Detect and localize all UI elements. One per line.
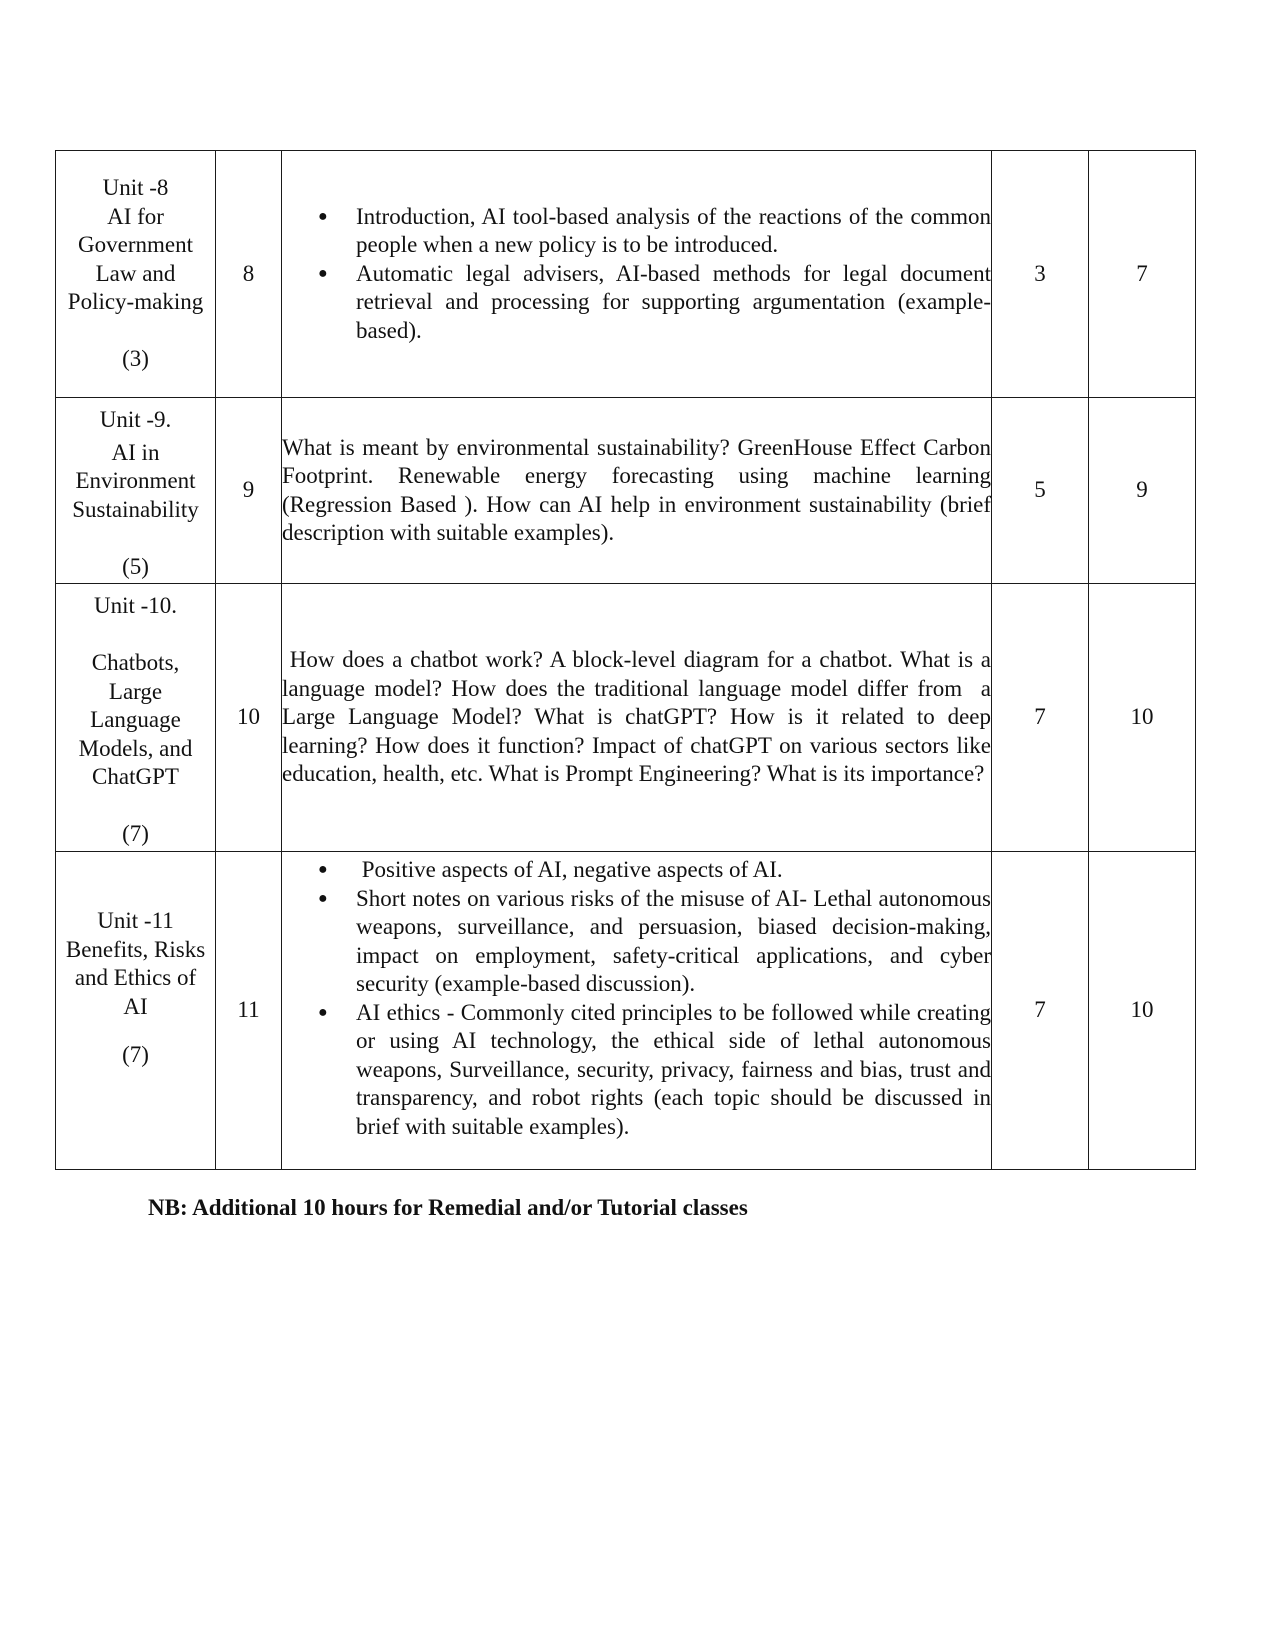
- unit-title-line: Models, and: [78, 735, 193, 761]
- unit-title-line: ChatGPT: [92, 764, 179, 790]
- unit-title-line: Government: [78, 232, 193, 258]
- unit-title-line: Unit -11: [97, 908, 174, 934]
- list-item: [318, 260, 991, 346]
- table-row-unit-10: [56, 584, 1196, 852]
- list-item: [318, 203, 991, 260]
- bullet-icon: ●: [318, 889, 328, 907]
- unit-title-cell: [56, 852, 216, 1170]
- unit-title-line: AI in: [111, 439, 160, 465]
- unit-title-cell: [56, 151, 216, 398]
- value-cell-b: 10: [1089, 584, 1196, 852]
- value-cell-a: 7: [992, 584, 1089, 852]
- bullet-icon: ●: [318, 861, 328, 878]
- list-item: [318, 856, 991, 885]
- value-cell-b: 9: [1089, 398, 1196, 584]
- unit-hours: (3): [122, 346, 149, 372]
- unit-title-line: Large: [108, 678, 163, 704]
- unit-number-cell: 10: [216, 584, 282, 852]
- unit-hours: (7): [122, 821, 149, 847]
- list-item-text: Positive aspects of AI, negative aspects of AI.: [356, 857, 783, 882]
- unit-title-line: Benefits, Risks: [65, 936, 206, 962]
- value-cell-a: 7: [992, 852, 1089, 1170]
- unit-content-text: How does a chatbot work? A block-level diagram for a chatbot. What is a language model? How does the traditional language model differ from a Large Language Model? What is chatGPT? How is it related to deep learning? How does it function? Impact of chatGPT on various sectors like education, health, etc. What is Prompt Engineering? What is its importance?: [282, 647, 997, 787]
- bullet-icon: ●: [318, 1003, 328, 1021]
- list-item: [318, 885, 991, 999]
- value-cell-a: 5: [992, 398, 1089, 584]
- unit-title-cell: [56, 398, 216, 584]
- bullet-icon: ●: [318, 264, 328, 282]
- syllabus-table: [55, 150, 1196, 1170]
- table-row-unit-11: [56, 852, 1196, 1170]
- table-row-unit-8: [56, 151, 1196, 398]
- value-cell-a: 3: [992, 151, 1089, 398]
- unit-content-text: What is meant by environmental sustainability? GreenHouse Effect Carbon Footprint. Renewable energy forecasting using machine learning (Regression Based ). How can AI help in environment sustainability (brief description with suitable examples).: [282, 434, 991, 545]
- unit-content-cell: [282, 852, 992, 1170]
- unit-title-line: Sustainability: [72, 496, 199, 522]
- list-item-text: AI ethics - Commonly cited principles to be followed while creating or using AI technology, the ethical side of lethal autonomous weapons, Surveillance, security, privacy, fairness and bias, trust and transparency, and robot rights (each topic should be discussed in brief with suitable examples).: [356, 999, 991, 1139]
- unit-hours: (5): [122, 553, 149, 579]
- unit-number-cell: 11: [216, 852, 282, 1170]
- unit-content-cell: [282, 151, 992, 398]
- unit-title-line: and Ethics of: [74, 965, 197, 991]
- unit-title-line: Language: [90, 707, 181, 733]
- unit-hours: (7): [122, 1042, 149, 1068]
- unit-title-line: Law and: [95, 260, 176, 286]
- unit-title-line: Unit -10.: [93, 593, 178, 619]
- unit-title-line: Environment: [75, 468, 196, 493]
- list-item-text: Short notes on various risks of the misuse of AI- Lethal autonomous weapons, surveillance, and persuasion, biased decision-making, impact on employment, safety-critical applications, and cyber security (example-based discussion).: [356, 885, 991, 996]
- unit-title-line: Chatbots,: [91, 650, 180, 676]
- unit-title-line: Unit -9.: [99, 407, 172, 432]
- unit-number-cell: 8: [216, 151, 282, 398]
- value-cell-b: 7: [1089, 151, 1196, 398]
- unit-content-cell: [282, 398, 992, 584]
- table-row-unit-9: [56, 398, 1196, 584]
- bullet-icon: ●: [318, 207, 328, 225]
- list-item-text: Automatic legal advisers, AI-based methods for legal document retrieval and processing for supporting argumentation (example-based).: [356, 260, 991, 343]
- unit-title-line: Unit -8: [102, 175, 169, 201]
- unit-title-line: AI for: [107, 203, 164, 229]
- list-item: [318, 999, 991, 1142]
- unit-title-line: AI: [123, 993, 148, 1019]
- unit-number-cell: 9: [216, 398, 282, 584]
- footnote: NB: Additional 10 hours for Remedial and/or Tutorial classes: [148, 1195, 748, 1220]
- content-bullet-list: [282, 203, 991, 346]
- unit-title-cell: [56, 584, 216, 852]
- list-item-text: Introduction, AI tool-based analysis of the reactions of the common people when a new policy is to be introduced.: [356, 203, 991, 258]
- unit-title-line: Policy-making: [67, 289, 204, 315]
- value-cell-b: 10: [1089, 852, 1196, 1170]
- unit-content-cell: [282, 584, 997, 852]
- content-bullet-list: [282, 856, 991, 1141]
